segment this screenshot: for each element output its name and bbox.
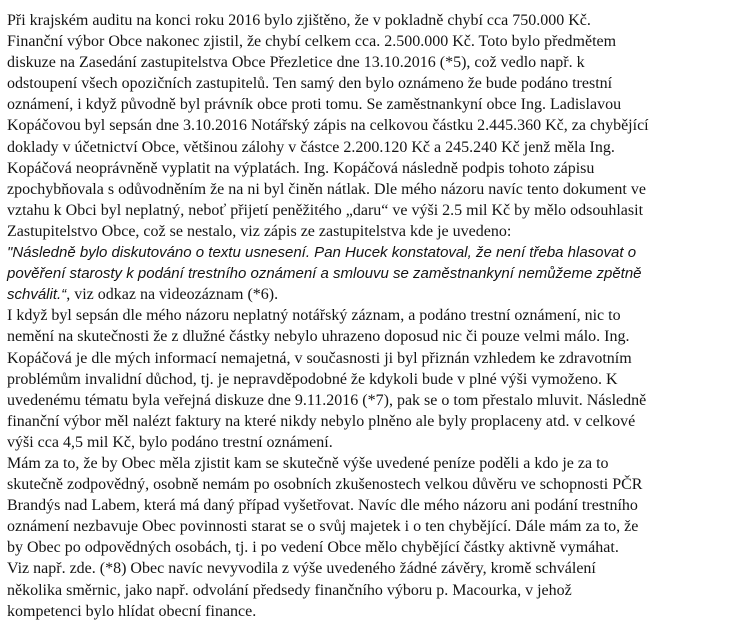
quote-tail: , viz odkaz na videozáznam (*6). xyxy=(66,286,279,304)
text-line: by Obec po odpovědných osobách, tj. i po vedení Obce mělo chybějící částky aktivně vymáhat. xyxy=(7,539,619,557)
text-line: Brandýs nad Labem, která má daný případ vyšetřovat. Navíc dle mého názoru ani podání trestního xyxy=(7,497,638,515)
text-line: uvedenému tématu byla veřejná diskuze dne 9.11.2016 (*7), pak se o tom přestalo mluvit. Následně xyxy=(7,391,647,409)
paragraph-notary xyxy=(7,305,737,453)
block-quote xyxy=(7,242,737,305)
text-line: oznámení nezbavuje Obec povinnosti starat se o svůj majetek i o ten chybějící. Dále mám za to, že xyxy=(7,518,639,536)
text-line: skutečně zodpovědný, osobně nemám po osobních zkušenostech velkou důvěru ve schopnosti PČR xyxy=(7,476,643,494)
text-line: Kopáčová neoprávněně vyplatit na výplatách. Ing. Kopáčová následně podpis tohoto zápisu xyxy=(7,159,595,177)
quote-line: "Následně bylo diskutováno o textu usnesení. Pan Hucek konstatoval, že není třeba hlasovat o xyxy=(7,244,637,262)
document-body xyxy=(7,10,737,622)
text-line: Mám za to, že by Obec měla zjistit kam se skutečně výše uvedené peníze poděli a kdo je za to xyxy=(7,454,609,472)
text-line: odstoupení všech opozičních zastupitelů. Ten samý den bylo oznámeno že bude podáno trestní xyxy=(7,75,613,93)
quote-last-line xyxy=(7,284,737,305)
text-line: vztahu k Obci byl neplatný, neboť přijetí peněžitého „daru“ ve výši 2.5 mil Kč by mělo odsouhlasit xyxy=(7,201,644,219)
text-line: výši cca 4,5 mil Kč, bylo podáno trestní oznámení. xyxy=(7,433,333,451)
text-line: diskuze na Zasedání zastupitelstva Obce Přezletice dne 13.10.2016 (*5), což vedlo např. k xyxy=(7,54,585,72)
text-line: doklady v účetnictví Obce, většinou zálohy v částce 2.200.120 Kč a 245.240 Kč jenž měla Ing. xyxy=(7,138,615,156)
text-line: Při krajském auditu na konci roku 2016 bylo zjištěno, že v pokladně chybí cca 750.000 Kč. xyxy=(7,12,591,29)
text-line: zpochybňovala s odůvodněním že na ni byl činěn nátlak. Dle mého názoru navíc tento dokument ve xyxy=(7,180,646,198)
text-line: problémům invalidní důchod, tj. je nepravděpodobné že kdykoli bude v plné výši vymoženo. K xyxy=(7,370,618,388)
text-line: oznámení, i když původně byl právník obce proti tomu. Se zaměstnankyní obce Ing. Ladislavou xyxy=(7,96,622,114)
text-line: nemění na skutečnosti že z dlužné částky nebylo uhrazeno doposud nic či pouze velmi málo. Ing. xyxy=(7,328,630,346)
text-line: Kopáčová je dle mých informací nemajetná, v současnosti ji byl přiznán vzhledem ke zdravotním xyxy=(7,349,632,367)
paragraph-audit xyxy=(7,10,737,242)
text-line: několika směrnic, jako např. odvolání předsedy finančního výboru p. Macourka, v jehož xyxy=(7,581,572,599)
text-line: I když byl sepsán dle mého názoru neplatný notářský záznam, a podáno trestní oznámení, nic to xyxy=(7,307,621,325)
text-line: finanční výbor měl nalézt faktury na které nikdy nebylo plněno ale byly proplaceny atd. v celkové xyxy=(7,412,636,430)
quote-line: pověření starosty k podání trestního oznámení a smlouvu se zaměstnankyní nemůžeme zpětně xyxy=(7,265,642,283)
text-line: kompetenci bylo hlídat obecní finance. xyxy=(7,602,257,620)
text-line: Finanční výbor Obce nakonec zjistil, že chybí celkem cca. 2.500.000 Kč. Toto bylo předmětem xyxy=(7,33,617,51)
paragraph-conclusion xyxy=(7,453,737,622)
text-line: Zastupitelstvo Obce, což se nestalo, viz zápis ze zastupitelstva kde je uvedeno: xyxy=(7,222,512,240)
text-line: Kopáčovou byl sepsán dne 3.10.2016 Notářský zápis na celkovou částku 2.445.360 Kč, za chybějící xyxy=(7,117,649,135)
text-line: Viz např. zde. (*8) Obec navíc nevyvodila z výše uvedeného žádné závěry, kromě schválení xyxy=(7,560,596,578)
quote-line: schválit.“ xyxy=(7,286,67,304)
